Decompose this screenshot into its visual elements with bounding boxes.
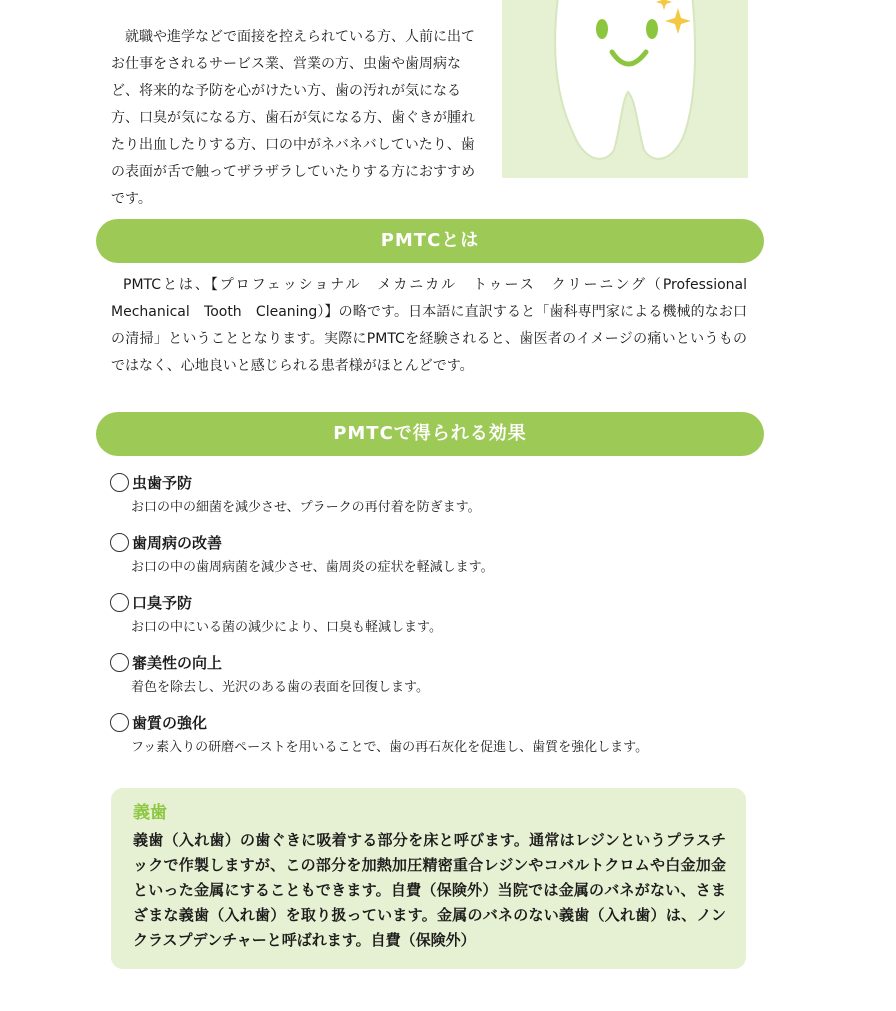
effect-title: 歯質の強化 — [132, 713, 208, 732]
effect-title: 歯周病の改善 — [132, 533, 223, 552]
circle-bullet-icon — [110, 473, 129, 492]
effect-title: 口臭予防 — [132, 593, 193, 612]
effect-description: お口の中の歯周病菌を減少させ、歯周炎の症状を軽減します。 — [131, 560, 494, 575]
effect-item — [110, 710, 750, 770]
effects-section-header: PMTCで得られる効果 — [96, 412, 764, 456]
circle-bullet-icon — [110, 653, 129, 672]
effect-description: お口の中の細菌を減少させ、プラークの再付着を防ぎます。 — [131, 500, 481, 515]
circle-bullet-icon — [110, 533, 129, 552]
effect-item — [110, 590, 750, 650]
effect-description: お口の中にいる菌の減少により、口臭も軽減します。 — [131, 620, 442, 635]
effect-description: 着色を除去し、光沢のある歯の表面を回復します。 — [131, 680, 429, 695]
effect-item — [110, 470, 750, 530]
effect-title: 虫歯予防 — [132, 473, 193, 492]
tooth-illustration — [502, 0, 748, 178]
circle-bullet-icon — [110, 593, 129, 612]
pmtc-section-header: PMTCとは — [96, 219, 764, 263]
intro-paragraph: 就職や進学などで面接を控えられている方、人前に出てお仕事をされるサービス業、営業の方、虫歯や歯周病など、将来的な予防を心がけたい方、歯の汚れが気になる方、口臭が気になる方、歯石が気になる方、歯ぐきが腫れたり出血したりする方、口の中がネバネバしていたり、歯の表面が舌で触ってザラザラしていたりする方におすすめです。 — [111, 29, 476, 207]
smiling-tooth-icon — [502, 0, 748, 178]
effect-description: フッ素入りの研磨ペーストを用いることで、歯の再石灰化を促進し、歯質を強化します。 — [131, 740, 649, 755]
denture-title: 義歯 — [133, 803, 167, 823]
effects-list — [110, 470, 750, 770]
denture-info-box — [111, 788, 746, 969]
effect-title: 審美性の向上 — [132, 653, 223, 672]
denture-description: 義歯（入れ歯）の歯ぐきに吸着する部分を床と呼びます。通常はレジンというプラスチックで作製しますが、この部分を加熱加圧精密重合レジンやコバルトクロムや白金加金といった金属にすることもできます。自費（保険外）当院では金属のバネがない、さまざまな義歯（入れ歯）を取り扱っています。金属のバネのない義歯（入れ歯）は、ノンクラスプデンチャーと呼ばれます。自費（保険外） — [133, 831, 726, 949]
effect-item — [110, 530, 750, 590]
effect-item — [110, 650, 750, 710]
circle-bullet-icon — [110, 713, 129, 732]
pmtc-description: PMTCとは、【プロフェッショナル メカニカル トゥース クリーニング（Professional Mechanical Tooth Cleaning）】の略です。日本語に直訳すると「歯科専門家による機械的なお口の清掃」ということとなります。実際にPMTCを経験されると、歯医者のイメージの痛いというものではなく、心地良いと感じられる患者様がほとんどです。 — [111, 277, 761, 374]
